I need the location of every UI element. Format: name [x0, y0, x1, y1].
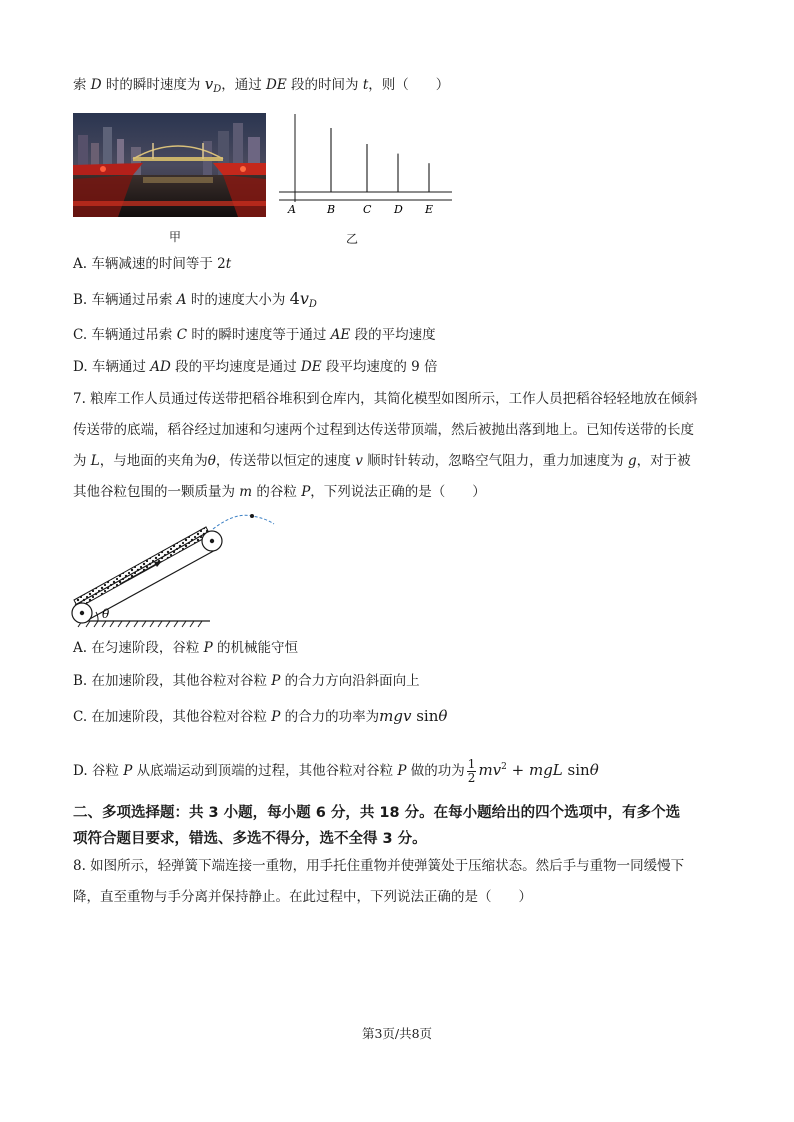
q6-option-a: A. 车辆减速的时间等于 2t	[73, 256, 232, 272]
conveyor-belt-diagram	[70, 508, 290, 633]
q6-option-c: C. 车辆通过吊索 C 时的瞬时速度等于通过 AE 段的平均速度	[73, 327, 436, 343]
grain-layer	[74, 527, 210, 608]
q7-option-c: C. 在加速阶段，其他谷粒对谷粒 P 的合力的功率为mgv sinθ	[73, 707, 448, 725]
section2-heading-line1: 二、多项选择题：共 3 小题，每小题 6 分，共 18 分。在每小题给出的四个选项中，有多个选	[73, 805, 681, 821]
trajectory	[213, 515, 274, 529]
angle-label: θ	[102, 607, 110, 621]
cable-length-chart	[276, 112, 456, 217]
chart-label-c: C	[363, 203, 372, 216]
q8-stem-line2: 降，直至重物与手分离并保持静止。在此过程中，下列说法正确的是（ ）	[73, 889, 532, 905]
q7-stem-line3: 为 L，与地面的夹角为θ，传送带以恒定的速度 v 顺时针转动，忽略空气阻力，重力加速度为 g，对于被	[73, 453, 691, 469]
bridge-night-photo	[73, 113, 266, 217]
caption-left: 甲	[169, 230, 182, 244]
caption-right: 乙	[346, 232, 359, 246]
page-footer: 第3页/共8页	[361, 1026, 433, 1041]
q8-stem-line1: 8. 如图所示，轻弹簧下端连接一重物，用手托住重物并使弹簧处于压缩状态。然后手与重物一同缓慢下	[73, 858, 685, 874]
chart-label-d: D	[394, 203, 403, 216]
q7-stem-line1: 7. 粮库工作人员通过传送带把稻谷堆积到仓库内，其简化模型如图所示，工作人员把稻谷轻轻地放在倾斜	[73, 391, 698, 407]
chart-label-e: E	[425, 203, 434, 216]
q7-option-a: A. 在匀速阶段，谷粒 P 的机械能守恒	[73, 640, 299, 656]
q6-tail-text: 索 D 时的瞬时速度为 $v_D$，通过 DE 段的时间为 t，则（ ）	[73, 75, 450, 95]
q7-stem-line2: 传送带的底端，稻谷经过加速和匀速两个过程到达传送带顶端，然后被抛出落到地上。已知传送带的长度	[73, 422, 694, 438]
section2-heading-line2: 项符合题目要求，错选、多选不得分，选不全得 3 分。	[73, 831, 427, 847]
belt-top	[75, 532, 208, 605]
q7-option-d: D. 谷粒 P 从底端运动到顶端的过程，其他谷粒对谷粒 P 做的功为 $\frac{1}{2}$ $mv^2$ + mgL sinθ	[73, 757, 599, 785]
one-half-fraction: $\frac{1}{2}$	[467, 757, 476, 785]
chart-label-b: B	[327, 203, 336, 216]
q7-option-b: B. 在加速阶段，其他谷粒对谷粒 P 的合力方向沿斜面向上	[73, 673, 420, 689]
chart-label-a: A	[288, 203, 296, 216]
grain-point	[250, 514, 254, 518]
q6-option-b: B. 车辆通过吊索 A 时的速度大小为 $4v_D$	[73, 289, 317, 310]
q7-stem-line4: 其他谷粒包围的一颗质量为 m 的谷粒 P，下列说法正确的是（ ）	[73, 484, 486, 500]
q6-option-d: D. 车辆通过 AD 段的平均速度是通过 DE 段平均速度的 9 倍	[73, 359, 438, 375]
ground-hatching	[78, 621, 202, 627]
